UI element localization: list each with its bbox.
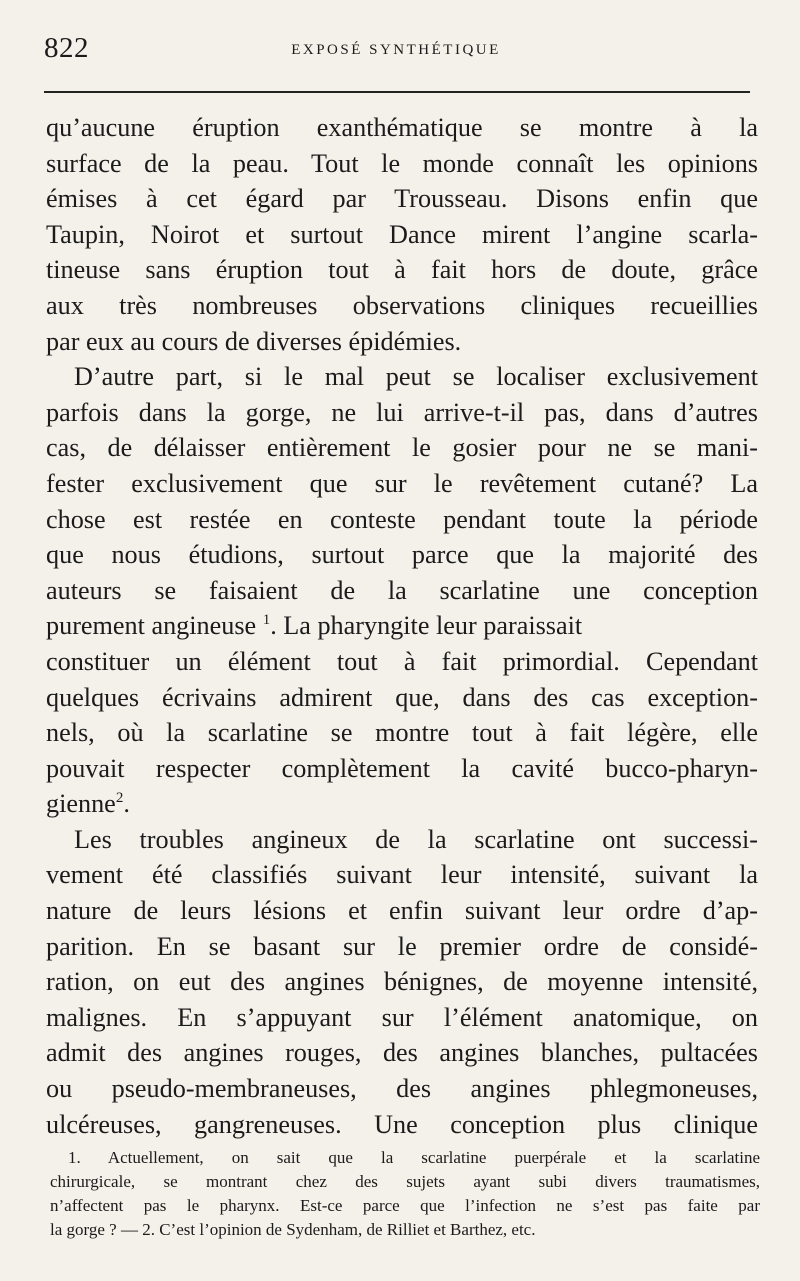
- text-line: pouvait respecter complètement la cavité bucco-pharyn-: [46, 753, 758, 783]
- running-title: EXPOSÉ SYNTHÉTIQUE: [291, 42, 501, 58]
- text-segment: .: [123, 789, 130, 819]
- text-line: que nous étudions, surtout parce que la majorité des: [46, 540, 758, 570]
- footnote-line: n’affectent pas le pharynx. Est-ce parce que l’infection ne s’est pas faite par: [50, 1196, 760, 1215]
- text-line: admit des angines rouges, des angines blanches, pultacées: [46, 1038, 758, 1068]
- text-line: vement été classifiés suivant leur intensité, suivant la: [46, 860, 758, 890]
- text-line: émises à cet égard par Trousseau. Disons enfin que: [46, 184, 758, 214]
- paragraph-start-line: Les troubles angineux de la scarlatine ont successi-: [74, 824, 758, 854]
- text-segment: gienne: [46, 789, 116, 819]
- text-line: malignes. En s’appuyant sur l’élément anatomique, on: [46, 1002, 758, 1032]
- text-line: quelques écrivains admirent que, dans des cas exception-: [46, 682, 758, 712]
- footnotes: [50, 1146, 760, 1242]
- text-line: qu’aucune éruption exanthématique se montre à la: [46, 113, 758, 142]
- paragraph-start-line: D’autre part, si le mal peut se localiser exclusivement: [74, 362, 758, 392]
- text-line: Taupin, Noirot et surtout Dance mirent l’angine scarla-: [46, 219, 758, 249]
- body-text: [46, 110, 758, 1142]
- footnote-marker: 1: [262, 612, 271, 629]
- text-line: nature de leurs lésions et enfin suivant leur ordre d’ap-: [46, 896, 758, 926]
- footnote-line: chirurgicale, se montrant chez des sujets ayant subi divers traumatismes,: [50, 1172, 760, 1191]
- text-segment: . La pharyngite leur paraissait: [270, 611, 583, 641]
- text-line: tineuse sans éruption tout à fait hors de doute, grâce: [46, 255, 758, 285]
- header-rule: [44, 91, 750, 93]
- text-line: cas, de délaisser entièrement le gosier pour ne se mani-: [46, 433, 758, 463]
- footnote-marker: 2: [115, 790, 124, 807]
- text-line: surface de la peau. Tout le monde connaît les opinions: [46, 148, 758, 178]
- text-line: nels, où la scarlatine se montre tout à fait légère, elle: [46, 718, 758, 748]
- text-line: [46, 786, 758, 822]
- text-line: chose est restée en conteste pendant toute la période: [46, 504, 758, 534]
- text-line: ration, on eut des angines bénignes, de moyenne intensité,: [46, 967, 758, 997]
- page-header: [44, 32, 748, 68]
- text-line: par eux au cours de diverses épidémies.: [46, 326, 462, 356]
- text-line: ou pseudo-membraneuses, des angines phlegmoneuses,: [46, 1074, 758, 1104]
- text-line: constituer un élément tout à fait primordial. Cependant: [46, 646, 758, 676]
- text-line: parfois dans la gorge, ne lui arrive-t-il pas, dans d’autres: [46, 397, 758, 427]
- text-line: [46, 608, 758, 644]
- text-line: aux très nombreuses observations cliniques recueillies: [46, 290, 758, 320]
- text-line: auteurs se faisaient de la scarlatine une conception: [46, 575, 758, 605]
- text-line: parition. En se basant sur le premier ordre de considé-: [46, 931, 758, 961]
- text-line: ulcéreuses, gangreneuses. Une conception plus clinique: [46, 1109, 758, 1139]
- text-segment: purement angineuse: [46, 611, 257, 641]
- text-line: fester exclusivement que sur le revêtement cutané? La: [46, 468, 758, 498]
- page-number: 822: [44, 32, 89, 64]
- footnote-line: la gorge ? — 2. C’est l’opinion de Sydenham, de Rilliet et Barthez, etc.: [50, 1220, 536, 1239]
- footnote-line: 1. Actuellement, on sait que la scarlatine puerpérale et la scarlatine: [68, 1148, 760, 1167]
